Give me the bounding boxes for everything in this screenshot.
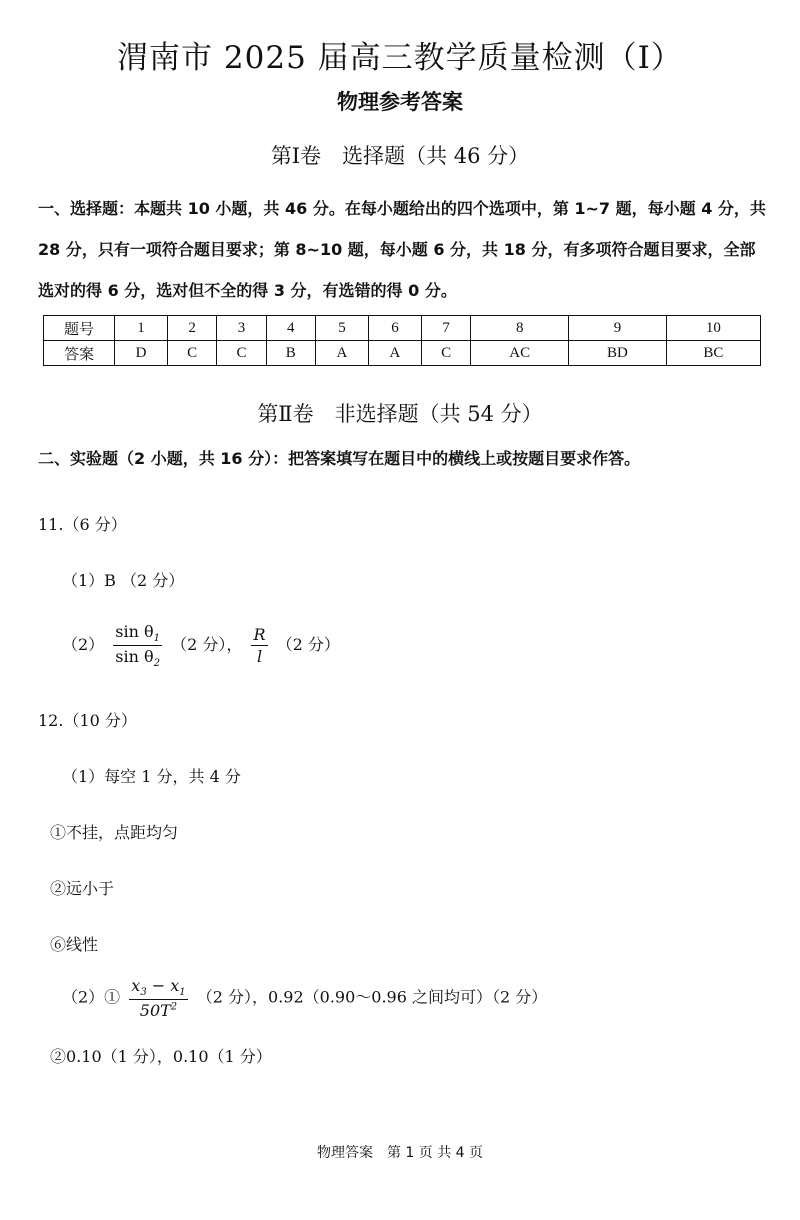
table-cell: 10 (666, 316, 760, 341)
table-cell: B (266, 341, 315, 366)
q11-answer-2-mid: （2 分）， (171, 635, 243, 655)
q12-part-1: （1）每空 1 分，共 4 分 (62, 767, 241, 786)
table-cell: AC (471, 341, 569, 366)
table-cell: 1 (115, 316, 168, 341)
q12-blank-3: ⑥线性 (50, 935, 99, 954)
q12-label: 12.（10 分） (38, 711, 137, 730)
fraction-numerator: R (253, 625, 266, 645)
table-cell: C (168, 341, 217, 366)
part1-intro: 一、选择题：本题共 10 小题，共 46 分。在每小题给出的四个选项中，第 1~7 题，每小题 4 分，共 28 分，只有一项符合题目要求；第 8~10 题，每小题 6 分，共 18 分，有多项符合题目要求，全部选对的得 6 分，选对但不全的得 3 分，有选错的得 0 分。 (38, 199, 766, 300)
q12-part-3: ②0.10（1 分），0.10（1 分） (50, 1047, 272, 1066)
table-cell: A (315, 341, 368, 366)
table-cell: 2 (168, 316, 217, 341)
table-cell: 5 (315, 316, 368, 341)
q12-part-2 (62, 976, 547, 1020)
table-cell: C (217, 341, 266, 366)
q11-label: 11.（6 分） (38, 515, 127, 534)
q11-answer-2-prefix: （2） (62, 635, 105, 655)
fraction-denominator: l (256, 647, 263, 667)
page-title: 渭南市 2025 届高三教学质量检测（I） (117, 40, 683, 76)
part1-heading: 第Ⅰ卷 选择题（共 46 分） (270, 144, 530, 168)
q12-part-2-prefix: （2）① (62, 987, 121, 1007)
part2-intro: 二、实验题（2 小题，共 16 分）：把答案填写在题目中的横线上或按题目要求作答。 (38, 449, 641, 468)
table-cell: BC (666, 341, 760, 366)
table-cell: D (115, 341, 168, 366)
page-footer: 物理答案 第 1 页 共 4 页 (316, 1145, 484, 1161)
table-cell: A (368, 341, 421, 366)
part2-heading: 第Ⅱ卷 非选择题（共 54 分） (257, 402, 543, 426)
table-cell: C (421, 341, 470, 366)
table-row-answers (44, 341, 761, 366)
table-cell: 4 (266, 316, 315, 341)
table-cell: 9 (569, 316, 667, 341)
fraction-acceleration (129, 976, 187, 1020)
table-cell: 7 (421, 316, 470, 341)
fraction-sin-ratio (113, 622, 162, 669)
fraction-numerator: $x_3 - x_1$ (131, 976, 186, 999)
table-cell: 6 (368, 316, 421, 341)
fraction-numerator: $\sin \theta_1$ (115, 622, 161, 645)
table-cell: 8 (471, 316, 569, 341)
q12-blank-1: ①不挂，点距均匀 (50, 823, 179, 842)
table-row-numbers (44, 316, 761, 341)
table-cell: BD (569, 341, 667, 366)
fraction-denominator: $\sin \theta_2$ (115, 647, 161, 670)
table-cell: 3 (217, 316, 266, 341)
page-subtitle: 物理参考答案 (337, 90, 463, 114)
table-header-cell: 题号 (44, 316, 115, 341)
q12-blank-2: ②远小于 (50, 879, 115, 898)
answer-table (43, 315, 761, 366)
q11-answer-1: （1）B （2 分） (62, 571, 185, 590)
fraction-denominator: $50T^2$ (139, 1001, 178, 1021)
q11-answer-2-suffix: （2 分） (276, 635, 340, 655)
q11-answer-2 (62, 622, 340, 669)
q12-part-2-suffix: （2 分），0.92（0.90～0.96 之间均可）（2 分） (196, 987, 548, 1007)
table-header-cell: 答案 (44, 341, 115, 366)
fraction-r-over-l (251, 625, 267, 666)
